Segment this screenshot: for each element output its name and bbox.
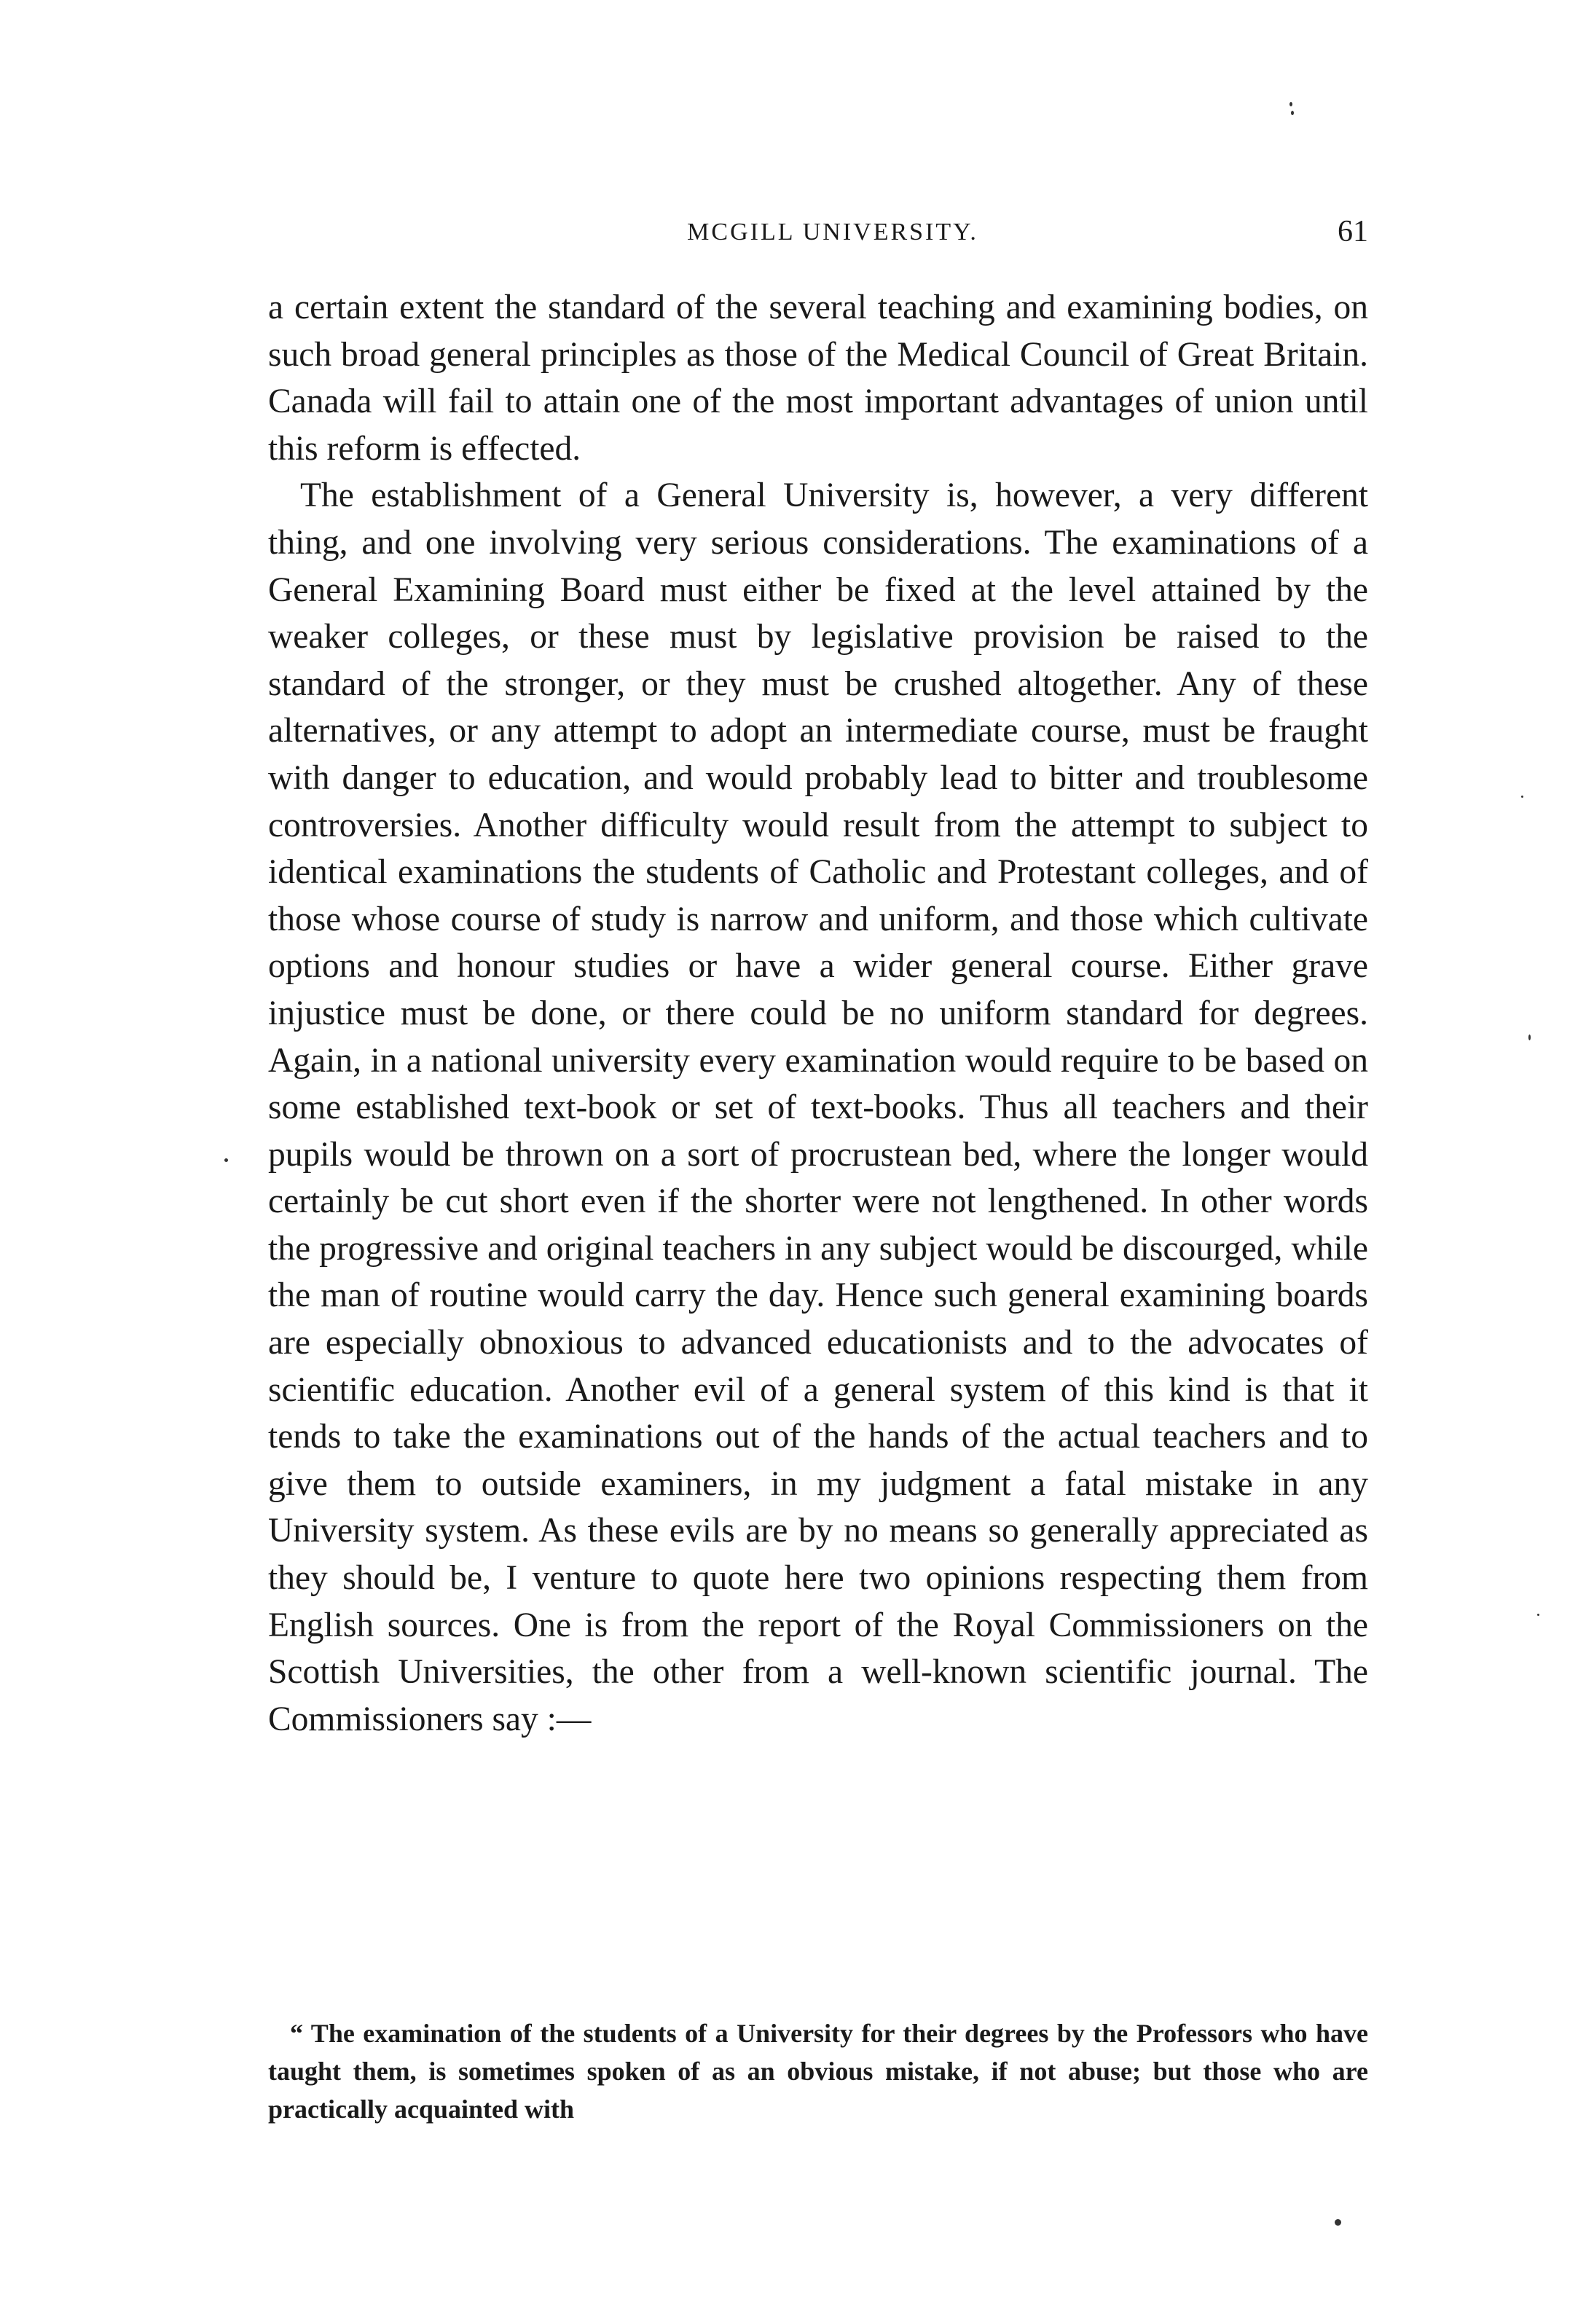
running-title: MCGILL UNIVERSITY.: [687, 219, 978, 246]
scan-speck: [1537, 1614, 1539, 1616]
scan-speck: [224, 1158, 228, 1162]
page-number: 61: [1338, 215, 1368, 248]
paragraph-continued: a certain extent the standard of the several teaching and examining bodies, on such broad general principles as those of the Medical Council of Great Britain. Canada will fail to attain one of the most important advantages of union until this reform is effected.: [268, 288, 1368, 468]
running-head: [268, 215, 1368, 262]
scan-speck: [1521, 796, 1523, 798]
block-quote: “ The examination of the students of a University for their degrees by the Professors who have taught them, is sometimes spoken of as an obvious mistake, if not abuse; but those who are practically acquainted with: [268, 2019, 1368, 2124]
body-text: [268, 284, 1368, 1743]
scan-speck: [1335, 2219, 1341, 2226]
scan-speck: [1291, 111, 1294, 115]
scan-speck: [1528, 1035, 1531, 1040]
paragraph-general-university: The establishment of a General University is, however, a very different thing, and one involving very serious considerations. The examinations of a General Examining Board must either be fixed at the level attained by the weaker colleges, or these must by legislative provision be raised to the standard of the stronger, or they must be crushed altogether. Any of these alternatives, or any attempt to adopt an intermediate course, must be fraught with danger to education, and would probably lead to bitter and troublesome controversies. Another difficulty would result from the attempt to subject to identical examinations the students of Catholic and Protestant colleges, and of those whose course of study is narrow and uniform, and those which cultivate options and honour studies or have a wider general course. Either grave injustice must be done, or there could be no uniform standard for degrees. Again, in a national university every examination would require to be based on some established text-book or set of text-books. Thus all teachers and their pupils would be thrown on a sort of procrustean bed, where the longer would certainly be cut short even if the shorter were not lengthened. In other words the progressive and original teachers in any subject would be discourged, while the man of routine would carry the day. Hence such general examining boards are especially obnoxious to advanced educationists and to the advocates of scientific education. Another evil of a general system of this kind is that it tends to take the examinations out of the hands of the actual teachers and to give them to outside examiners, in my judgment a fatal mistake in any University system. As these evils are by no means so generally appreciated as they should be, I venture to quote here two opinions respecting them from English sources. One is from the report of the Royal Commissioners on the Scottish Universities, the other from a well-known scientific journal. The Commissioners say :—: [268, 476, 1368, 1738]
scan-speck: [1289, 102, 1292, 106]
